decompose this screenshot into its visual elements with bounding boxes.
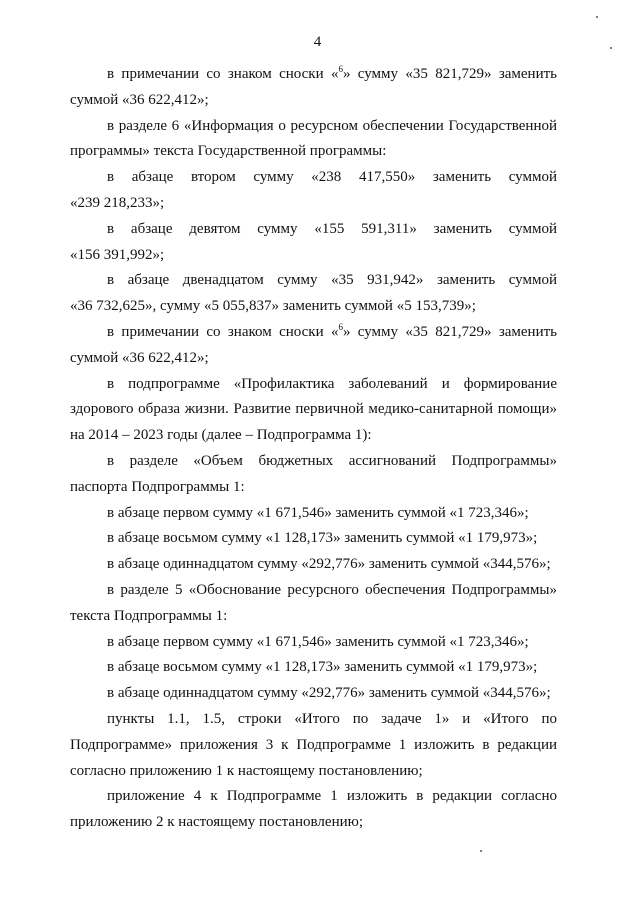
paragraph-item: в абзаце одиннадцатом сумму «292,776» заменить суммой «344,576»; xyxy=(107,685,551,702)
paragraph-subprogram: в подпрограмме «Профилактика заболеваний и формирование здорового образа жизни. Развитие первичной медико-санитарной помощи» на 2014 – 2023 годы (далее – Подпрограмма 1): xyxy=(70,375,557,444)
paragraph-line: суммой «36 622,412»; xyxy=(70,91,209,108)
paragraph-line xyxy=(70,62,557,88)
paragraph-footnote-1 xyxy=(70,62,557,114)
paragraph-line: суммой «36 622,412»; xyxy=(70,349,209,366)
footnote-mark: 6 xyxy=(338,321,343,332)
paragraph-item: в абзаце восьмом сумму «1 128,173» заменить суммой «1 179,973»; xyxy=(107,659,538,676)
paragraph-abzac-9 xyxy=(70,217,557,269)
paragraph-footnote-2 xyxy=(70,320,557,372)
paragraph-line: паспорта Подпрограммы 1: xyxy=(70,478,245,495)
paragraph-line: в абзаце девятом сумму «155 591,311» заменить суммой xyxy=(107,220,557,237)
paragraph-line: в разделе 6 «Информация о ресурсном обеспечении Государственной xyxy=(107,117,557,134)
scan-speck xyxy=(596,16,598,18)
paragraph-appendix-4: приложение 4 к Подпрограмме 1 изложить в редакции согласно приложению 2 к настоящему постановлению; xyxy=(70,788,557,831)
paragraph-line: в разделе 5 «Обоснование ресурсного обеспечения Подпрограммы» xyxy=(107,581,557,598)
text-segment: » сумму «35 821,729» заменить xyxy=(342,66,558,82)
footnote-mark: 6 xyxy=(338,64,343,74)
paragraph-line: в разделе «Объем бюджетных ассигнований Подпрограммы» xyxy=(107,452,557,469)
paragraph-section6 xyxy=(70,114,557,166)
paragraph-line xyxy=(70,320,557,346)
paragraph-item: в абзаце первом сумму «1 671,546» заменить суммой «1 723,346»; xyxy=(107,504,529,521)
text-segment: » сумму «35 821,729» заменить xyxy=(342,323,558,340)
text-segment: в примечании со знаком сноски « xyxy=(107,66,339,82)
paragraph-line: «36 732,625», сумму «5 055,837» заменить суммой «5 153,739»; xyxy=(70,298,476,315)
scan-speck xyxy=(480,850,482,852)
paragraph-line: текста Подпрограммы 1: xyxy=(70,607,228,624)
document-body xyxy=(70,62,557,836)
paragraph-line: в абзаце втором сумму «238 417,550» заменить суммой xyxy=(107,169,557,186)
paragraph-item: в абзаце восьмом сумму «1 128,173» заменить суммой «1 179,973»; xyxy=(107,530,538,547)
paragraph-appendix-3: пункты 1.1, 1.5, строки «Итого по задаче 1» и «Итого по Подпрограмме» приложения 3 к Подпрограмме 1 изложить в редакции согласно приложению 1 к настоящему постановлению; xyxy=(70,710,557,779)
paragraph-line: «239 218,233»; xyxy=(70,194,165,211)
paragraph-abzac-2 xyxy=(70,165,557,217)
text-segment: в примечании со знаком сноски « xyxy=(107,323,339,340)
scan-speck xyxy=(610,47,612,49)
paragraph-item: в абзаце одиннадцатом сумму «292,776» заменить суммой «344,576»; xyxy=(107,556,551,573)
paragraph-passport xyxy=(70,449,557,501)
paragraph-line: программы» текста Государственной программы: xyxy=(70,143,387,160)
paragraph-abzac-12 xyxy=(70,268,557,320)
paragraph-item: в абзаце первом сумму «1 671,546» заменить суммой «1 723,346»; xyxy=(107,633,529,650)
page-number: 4 xyxy=(313,34,322,50)
paragraph-section5 xyxy=(70,578,557,630)
paragraph-line: в абзаце двенадцатом сумму «35 931,942» заменить суммой xyxy=(107,272,557,289)
paragraph-line: «156 391,992»; xyxy=(70,246,165,263)
